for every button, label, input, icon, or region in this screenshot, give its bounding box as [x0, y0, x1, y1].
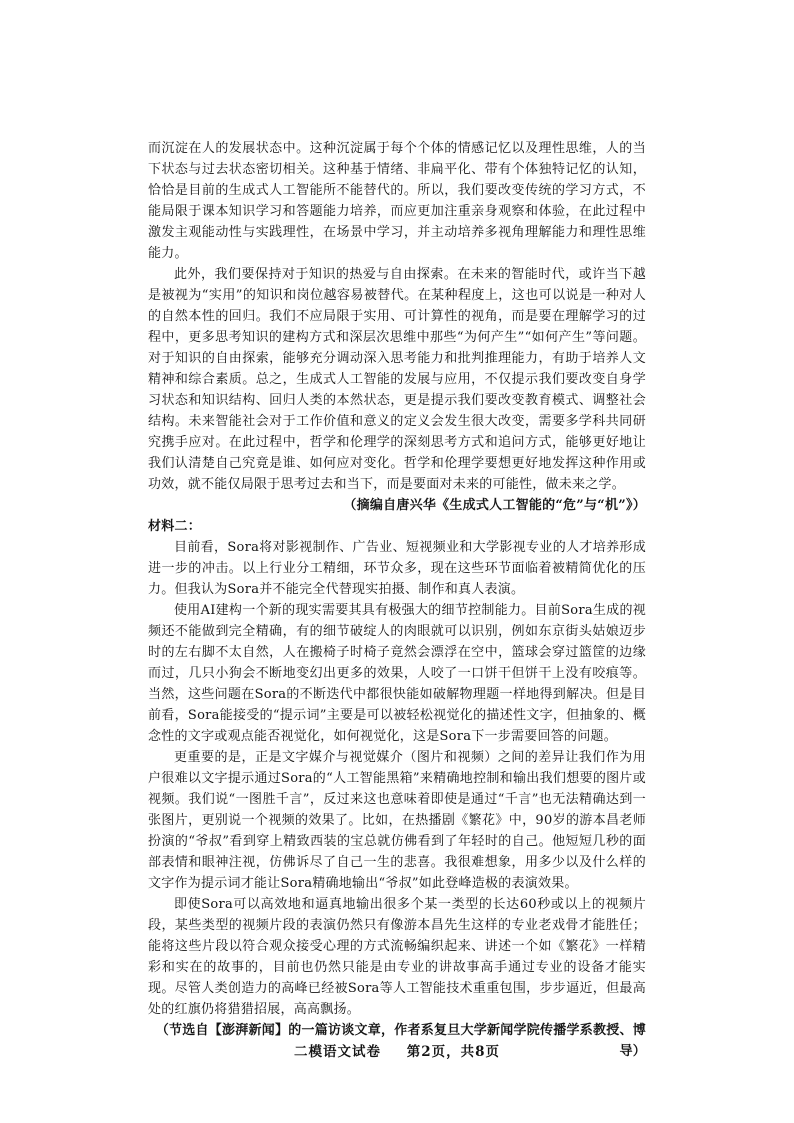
- paragraph-media-difference: 更重要的是，正是文字媒介与视觉媒介（图片和视频）之间的差异让我们作为用户很难以文字提示通过Sora的“人工智能黑箱”来精确地控制和输出我们想要的图片或视频。我们说“一图胜千言”，反过来这也意味着即使是通过“千言”也无法精确达到一张图片，更别说一个视频的效果了。比如，在热播剧《繁花》中，90岁的游本昌老师扮演的“爷叔”看到穿上精致西装的宝总就仿佛看到了年轻时的自己。他短短几秒的面部表情和眼神注视，仿佛诉尽了自己一生的悲喜。我很难想象，用多少以及什么样的文字作为提示词才能让Sora精确地输出“爷叔”如此登峰造极的表演效果。: [148, 750, 646, 891]
- paragraph-continued: 而沉淀在人的发展状态中。这种沉淀属于每个个体的情感记忆以及理性思维，人的当下状态与过去状态密切相关。这种基于情绪、非扁平化、带有个体独特记忆的认知，恰恰是目前的生成式人工智能所不能替代的。所以，我们要改变传统的学习方式，不能局限于课本知识学习和答题能力培养，而应更加注重亲身观察和体验，在此过程中激发主观能动性与实践理性，在场景中学习，并主动培养多视角理解能力和理性思维能力。: [148, 141, 646, 261]
- material-two-heading: 材料二：: [148, 519, 202, 534]
- page-number: 第2页，共8页: [406, 1044, 500, 1060]
- source-citation-1: （摘编自唐兴华《生成式人工智能的“危”与“机”》）: [343, 498, 646, 513]
- paragraph-human-creativity: 即使Sora可以高效地和逼真地输出很多个某一类型的长达60秒或以上的视频片段，某些类型的视频片段的表演仍然只有像游本昌先生这样的专业老戏骨才能胜任；能将这些片段以符合观众接受心理的方式流畅编织起来、讲述一个如《繁花》一样精彩和实在的故事的，目前也仍然只能是由专业的讲故事高手通过专业的设备才能实现。尽管人类创造力的高峰已经被Sora等人工智能技术重重包围，步步逼近，但最高处的红旗仍将猎猎招展，高高飘扬。: [148, 897, 646, 1017]
- page-content: [148, 138, 646, 1062]
- paragraph-sora-impact: 目前看，Sora将对影视制作、广告业、短视频业和大学影视专业的人才培养形成进一步的冲击。以上行业分工精细，环节众多，现在这些环节面临着被精简优化的压力。但我认为Sora并不能完全代替现实拍摄、制作和真人表演。: [148, 540, 646, 597]
- exam-title: 二模语文试卷: [294, 1044, 381, 1060]
- page-footer: [0, 1040, 794, 1060]
- paragraph-detail-control: 使用AI建构一个新的现实需要其具有极强大的细节控制能力。目前Sora生成的视频还不能做到完全精确，有的细节破绽人的肉眼就可以识别，例如东京街头姑娘迈步时的左右脚不太自然，人在搬椅子时椅子竟然会漂浮在空中，篮球会穿过篮筐的边缘而过，几只小狗会不断地变幻出更多的效果，人咬了一口饼干但饼干上没有咬痕等。当然，这些问题在Sora的不断迭代中都很快能如破解物理题一样地得到解决。但是目前看，Sora能接受的“提示词”主要是可以被轻松视觉化的描述性文字，但抽象的、概念性的文字或观点能否视觉化，如何视觉化，这是Sora下一步需要回答的问题。: [148, 603, 646, 744]
- source-citation-2: （节选自【澎湃新闻】的一篇访谈文章，作者系复旦大学新闻学院传播学系教授、博导）: [155, 1023, 646, 1059]
- paragraph-knowledge-exploration: 此外，我们要保持对于知识的热爱与自由探索。在未来的智能时代，或许当下越是被视为“实用”的知识和岗位越容易被替代。在某种程度上，这也可以说是一种对人的自然本性的回归。我们不应局限于实用、可计算性的视角，而是要在理解学习的过程中，更多思考知识的建构方式和深层次思维中那些“为何产生”“如何产生”等问题。对于知识的自由探索，能够充分调动深入思考能力和批判推理能力，有助于培养人文精神和综合素质。总之，生成式人工智能的发展与应用，不仅提示我们要改变自身学习状态和知识结构、回归人类的本然状态，更是提示我们要改变教育模式、调整社会结构。未来智能社会对于工作价值和意义的定义会发生很大改变，需要多学科共同研究携手应对。在此过程中，哲学和伦理学的深刻思考方式和追问方式，能够更好地让我们认清楚自己究竟是谁、如何应对变化。哲学和伦理学要想更好地发挥这种作用或功效，就不能仅局限于思考过去和当下，而是要面对未来的可能性，做未来之学。: [148, 267, 646, 492]
